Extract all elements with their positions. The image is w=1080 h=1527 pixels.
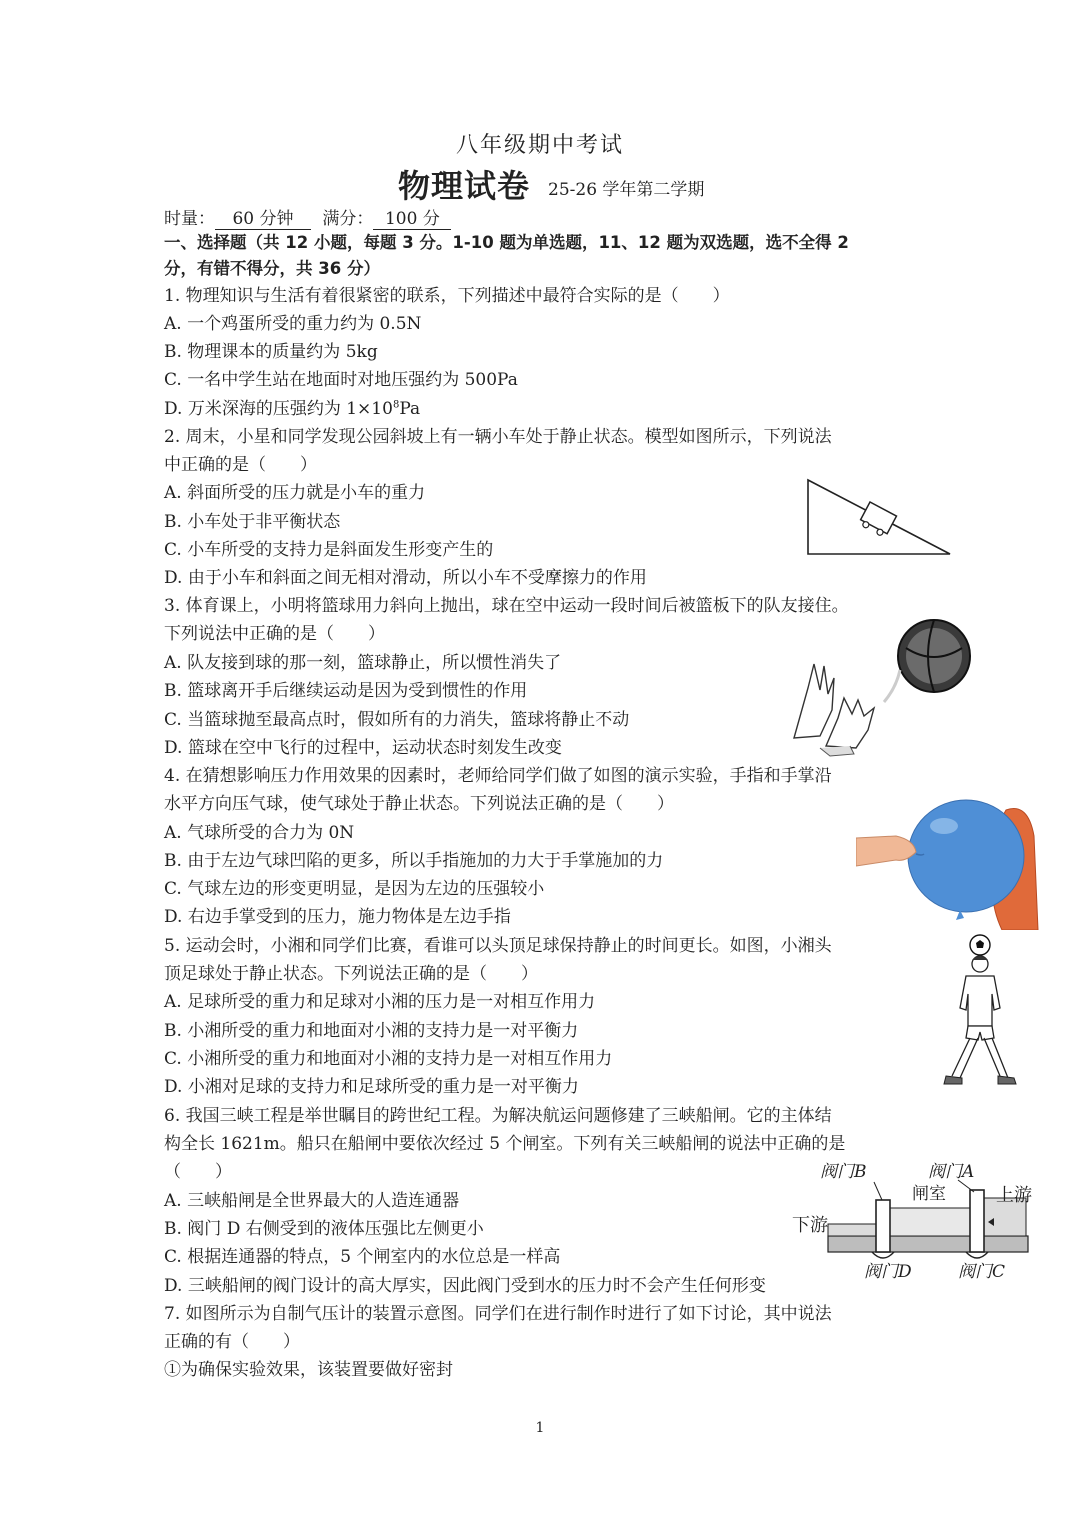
q2-option-a: A. 斜面所受的压力就是小车的重力 xyxy=(164,483,426,503)
q1-option-d-unit: Pa xyxy=(399,399,421,419)
q2-stem-line1: 2. 周末，小星和同学发现公园斜坡上有一辆小车处于静止状态。模型如图所示，下列说法 xyxy=(164,427,832,447)
time-label: 时量： xyxy=(164,209,215,229)
score-value: 100 分 xyxy=(373,209,451,230)
q3-option-d: D. 篮球在空中飞行的过程中，运动状态时刻发生改变 xyxy=(164,738,562,758)
q4-option-a: A. 气球所受的合力为 0N xyxy=(164,823,355,843)
q6-stem-line2: 构全长 1621m。船只在船闸中要依次经过 5 个闸室。下列有关三峡船闸的说法中正确的是 xyxy=(164,1134,846,1154)
score-label: 满分： xyxy=(322,209,374,229)
valve-d-label: 阀门D xyxy=(864,1262,912,1282)
valve-b-label: 阀门B xyxy=(820,1162,867,1182)
chamber-label: 闸室 xyxy=(912,1184,946,1204)
q4-option-b: B. 由于左边气球凹陷的更多，所以手指施加的力大于手掌施加的力 xyxy=(164,851,664,871)
q1-option-d-exponent: 8 xyxy=(392,399,400,411)
page-number: 1 xyxy=(535,1420,545,1436)
q5-stem-line1: 5. 运动会时，小湘和同学们比赛，看谁可以头顶足球保持静止的时间更长。如图，小湘头 xyxy=(164,936,832,956)
incline-cart-figure xyxy=(806,478,954,558)
valve-c-label: 阀门C xyxy=(958,1262,1006,1282)
q4-option-c: C. 气球左边的形变更明显，是因为左边的压强较小 xyxy=(164,879,545,899)
q6-option-a: A. 三峡船闸是全世界最大的人造连通器 xyxy=(164,1191,460,1211)
q3-stem-line2: 下列说法中正确的是（ ） xyxy=(164,624,385,644)
q7-stem-line2: 正确的有（ ） xyxy=(164,1332,300,1352)
q4-option-d: D. 右边手掌受到的压力，施力物体是左边手指 xyxy=(164,907,511,927)
term-label: 25-26 学年第二学期 xyxy=(548,180,705,200)
q1-option-d-text: D. 万米深海的压强约为 1×10 xyxy=(164,399,393,419)
q5-stem-line2: 顶足球处于静止状态。下列说法正确的是（ ） xyxy=(164,964,538,984)
section-heading-line1: 一、选择题（共 12 小题，每题 3 分。1-10 题为单选题，11、12 题为双选题，选不全得 2 xyxy=(164,233,849,252)
time-value: 60 分钟 xyxy=(215,209,311,230)
ship-lock-figure xyxy=(788,1158,1038,1288)
grade-title: 八年级期中考试 xyxy=(455,133,624,158)
exam-meta xyxy=(164,207,451,231)
q2-option-b: B. 小车处于非平衡状态 xyxy=(164,512,341,532)
balloon-press-figure xyxy=(856,796,1040,930)
q6-option-c: C. 根据连通器的特点，5 个闸室内的水位总是一样高 xyxy=(164,1247,561,1267)
q4-stem-line1: 4. 在猜想影响压力作用效果的因素时，老师给同学们做了如图的演示实验，手指和手掌沿 xyxy=(164,766,832,786)
q5-option-a: A. 足球所受的重力和足球对小湘的压力是一对相互作用力 xyxy=(164,992,596,1012)
q7-statement-1: ①为确保实验效果，该装置要做好密封 xyxy=(164,1360,453,1380)
q6-stem-line1: 6. 我国三峡工程是举世瞩目的跨世纪工程。为解决航运问题修建了三峡船闸。它的主体结 xyxy=(164,1106,832,1126)
q3-option-b: B. 篮球离开手后继续运动是因为受到惯性的作用 xyxy=(164,681,528,701)
football-head-figure xyxy=(934,934,1026,1088)
q5-option-b: B. 小湘所受的重力和地面对小湘的支持力是一对平衡力 xyxy=(164,1021,579,1041)
q7-stem-line1: 7. 如图所示为自制气压计的装置示意图。同学们在进行制作时进行了如下讨论，其中说法 xyxy=(164,1304,832,1324)
q1-stem: 1. 物理知识与生活有着很紧密的联系，下列描述中最符合实际的是（ ） xyxy=(164,286,730,306)
q3-option-a: A. 队友接到球的那一刻，篮球静止，所以惯性消失了 xyxy=(164,653,562,673)
q3-stem-line1: 3. 体育课上，小明将篮球用力斜向上抛出，球在空中运动一段时间后被篮板下的队友接住。 xyxy=(164,596,849,616)
basketball-hands-figure xyxy=(764,618,976,758)
q4-stem-line2: 水平方向压气球，使气球处于静止状态。下列说法正确的是（ ） xyxy=(164,794,674,814)
q1-option-c: C. 一名中学生站在地面时对地压强约为 500Pa xyxy=(164,370,518,390)
q1-option-d xyxy=(164,397,420,421)
q6-option-b: B. 阀门 D 右侧受到的液体压强比左侧更小 xyxy=(164,1219,484,1239)
downstream-label: 下游 xyxy=(792,1215,828,1236)
q5-option-d: D. 小湘对足球的支持力和足球所受的重力是一对平衡力 xyxy=(164,1077,579,1097)
q1-option-a: A. 一个鸡蛋所受的重力约为 0.5N xyxy=(164,314,422,334)
section-heading-line2: 分，有错不得分，共 36 分） xyxy=(164,259,380,278)
q5-option-c: C. 小湘所受的重力和地面对小湘的支持力是一对相互作用力 xyxy=(164,1049,613,1069)
q6-stem-line3: （ ） xyxy=(164,1162,232,1182)
upstream-label: 上游 xyxy=(996,1185,1032,1206)
q2-stem-line2: 中正确的是（ ） xyxy=(164,455,317,475)
q2-option-c: C. 小车所受的支持力是斜面发生形变产生的 xyxy=(164,540,494,560)
q6-option-d: D. 三峡船闸的阀门设计的高大厚实，因此阀门受到水的压力时不会产生任何形变 xyxy=(164,1276,766,1296)
subject-title: 物理试卷 xyxy=(398,167,531,205)
valve-a-label: 阀门A xyxy=(928,1162,975,1182)
q2-option-d: D. 由于小车和斜面之间无相对滑动，所以小车不受摩擦力的作用 xyxy=(164,568,647,588)
q3-option-c: C. 当篮球抛至最高点时，假如所有的力消失，篮球将静止不动 xyxy=(164,710,630,730)
q1-option-b: B. 物理课本的质量约为 5kg xyxy=(164,342,378,362)
